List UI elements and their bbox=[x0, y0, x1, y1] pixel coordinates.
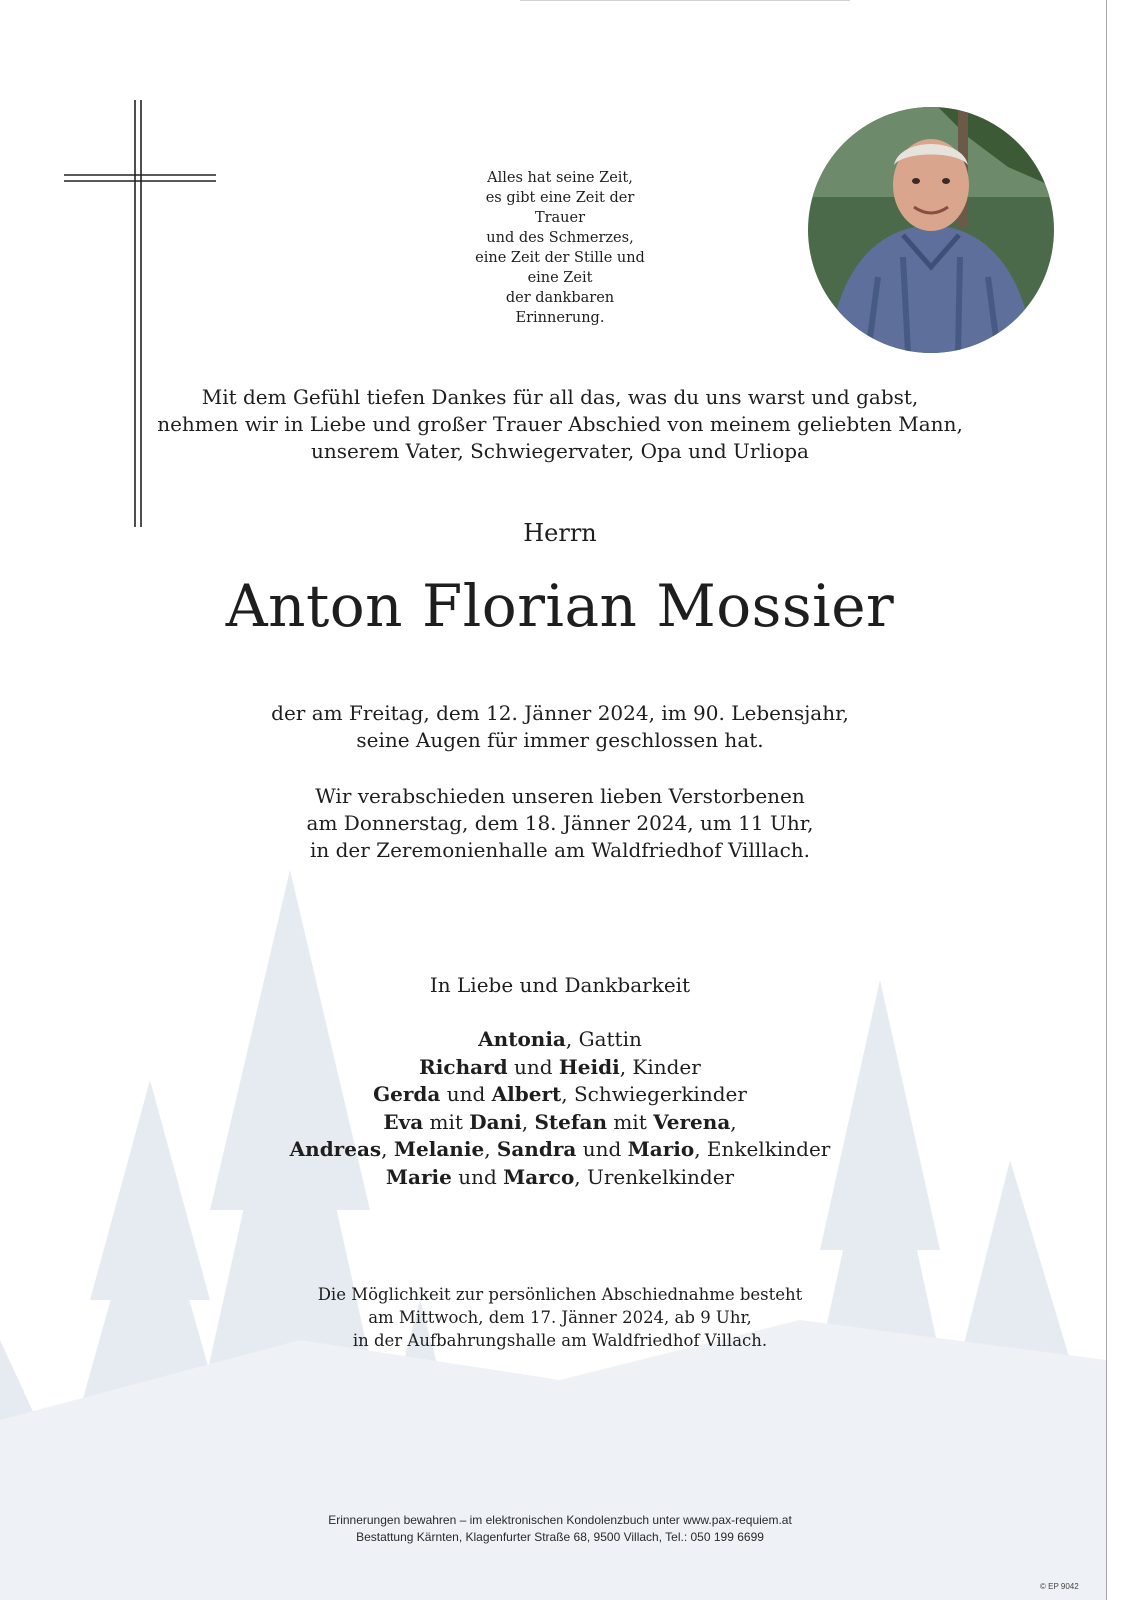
family-member-name: Dani bbox=[469, 1109, 522, 1134]
portrait-photo bbox=[808, 107, 1054, 353]
salutation: Herrn bbox=[523, 519, 597, 547]
family-separator: , bbox=[521, 1109, 535, 1134]
family-line bbox=[200, 1164, 920, 1192]
family-member-name: Richard bbox=[419, 1054, 508, 1079]
family-member-name: Verena bbox=[653, 1109, 731, 1134]
viewing-info bbox=[260, 1283, 860, 1352]
family-relation: , Urenkelkinder bbox=[574, 1164, 735, 1189]
footer-condolence-line: Erinnerungen bewahren – im elektronischen Kondolenzbuch unter www.pax-requiem.at bbox=[328, 1513, 792, 1527]
poem-line: und des Schmerzes, bbox=[486, 230, 634, 246]
family-separator: und bbox=[507, 1054, 559, 1079]
poem-line: der dankbaren Erinnerung. bbox=[505, 290, 615, 326]
right-page-edge bbox=[1106, 0, 1107, 1600]
family-member-name: Marco bbox=[503, 1164, 575, 1189]
deceased-name: Anton Florian Mossier bbox=[225, 572, 895, 640]
family-separator: mit bbox=[423, 1109, 470, 1134]
footer-address-line: Bestattung Kärnten, Klagenfurter Straße 68, 9500 Villach, Tel.: 050 199 6699 bbox=[356, 1530, 764, 1544]
family-member-name: Heidi bbox=[558, 1054, 620, 1079]
family-line bbox=[200, 1109, 920, 1137]
family-member-name: Melanie bbox=[393, 1137, 485, 1161]
family-separator: und bbox=[440, 1082, 492, 1106]
intro-line: nehmen wir in Liebe und großer Trauer Abschied von meinem geliebten Mann, bbox=[157, 412, 963, 436]
poem-verse bbox=[460, 168, 660, 328]
family-line bbox=[200, 1136, 920, 1164]
death-notice-line: der am Freitag, dem 12. Jänner 2024, im 90. Lebensjahr, bbox=[271, 701, 849, 725]
family-separator: und bbox=[451, 1164, 504, 1189]
viewing-line: Die Möglichkeit zur persönlichen Abschiednahme besteht bbox=[317, 1285, 803, 1304]
family-relation: , Gattin bbox=[565, 1027, 642, 1051]
template-code: © EP 9042 bbox=[1040, 1582, 1079, 1591]
family-relation: , Enkelkinder bbox=[694, 1137, 831, 1161]
love-line: In Liebe und Dankbarkeit bbox=[429, 973, 691, 997]
family-member-name: Albert bbox=[491, 1082, 562, 1106]
family-relation: , Kinder bbox=[619, 1054, 701, 1079]
top-scan-line bbox=[520, 0, 850, 1]
service-line: in der Zeremonienhalle am Waldfriedhof Villlach. bbox=[309, 838, 811, 862]
family-member-name: Marie bbox=[385, 1164, 452, 1189]
family-line bbox=[200, 1026, 920, 1054]
family-separator: und bbox=[576, 1137, 628, 1161]
family-member-name: Gerda bbox=[373, 1082, 441, 1106]
family-relation: , bbox=[730, 1109, 737, 1134]
family-separator: , bbox=[381, 1137, 394, 1161]
service-line: am Donnerstag, dem 18. Jänner 2024, um 11 Uhr, bbox=[306, 811, 814, 835]
intro-line: Mit dem Gefühl tiefen Dankes für all das, was du uns warst und gabst, bbox=[201, 385, 919, 409]
family-line bbox=[200, 1054, 920, 1082]
poem-line: eine Zeit der Stille und eine Zeit bbox=[475, 250, 645, 286]
family-member-name: Stefan bbox=[534, 1109, 607, 1134]
family-member-name: Sandra bbox=[496, 1137, 577, 1161]
family-member-name: Mario bbox=[627, 1137, 695, 1161]
intro-line: unserem Vater, Schwiegervater, Opa und Urliopa bbox=[311, 439, 809, 463]
intro-text bbox=[100, 384, 1020, 465]
cross-icon bbox=[60, 100, 220, 540]
family-member-name: Antonia bbox=[478, 1027, 566, 1051]
family-member-name: Andreas bbox=[289, 1137, 382, 1161]
funeral-service-info bbox=[180, 783, 940, 864]
family-line bbox=[200, 1081, 920, 1109]
viewing-line: am Mittwoch, dem 17. Jänner 2024, ab 9 Uhr, bbox=[368, 1308, 752, 1327]
service-line: Wir verabschieden unseren lieben Verstorbenen bbox=[315, 784, 805, 808]
death-notice-line: seine Augen für immer geschlossen hat. bbox=[356, 728, 764, 752]
viewing-line: in der Aufbahrungshalle am Waldfriedhof Villach. bbox=[352, 1331, 768, 1350]
family-member-name: Eva bbox=[383, 1109, 424, 1134]
footer-info bbox=[260, 1512, 860, 1546]
poem-line: es gibt eine Zeit der Trauer bbox=[485, 190, 635, 226]
family-separator: , bbox=[484, 1137, 497, 1161]
family-relation: , Schwiegerkinder bbox=[561, 1082, 747, 1106]
death-notice bbox=[180, 700, 940, 754]
family-list bbox=[200, 1026, 920, 1191]
poem-line: Alles hat seine Zeit, bbox=[487, 170, 633, 186]
family-separator: mit bbox=[606, 1109, 654, 1134]
